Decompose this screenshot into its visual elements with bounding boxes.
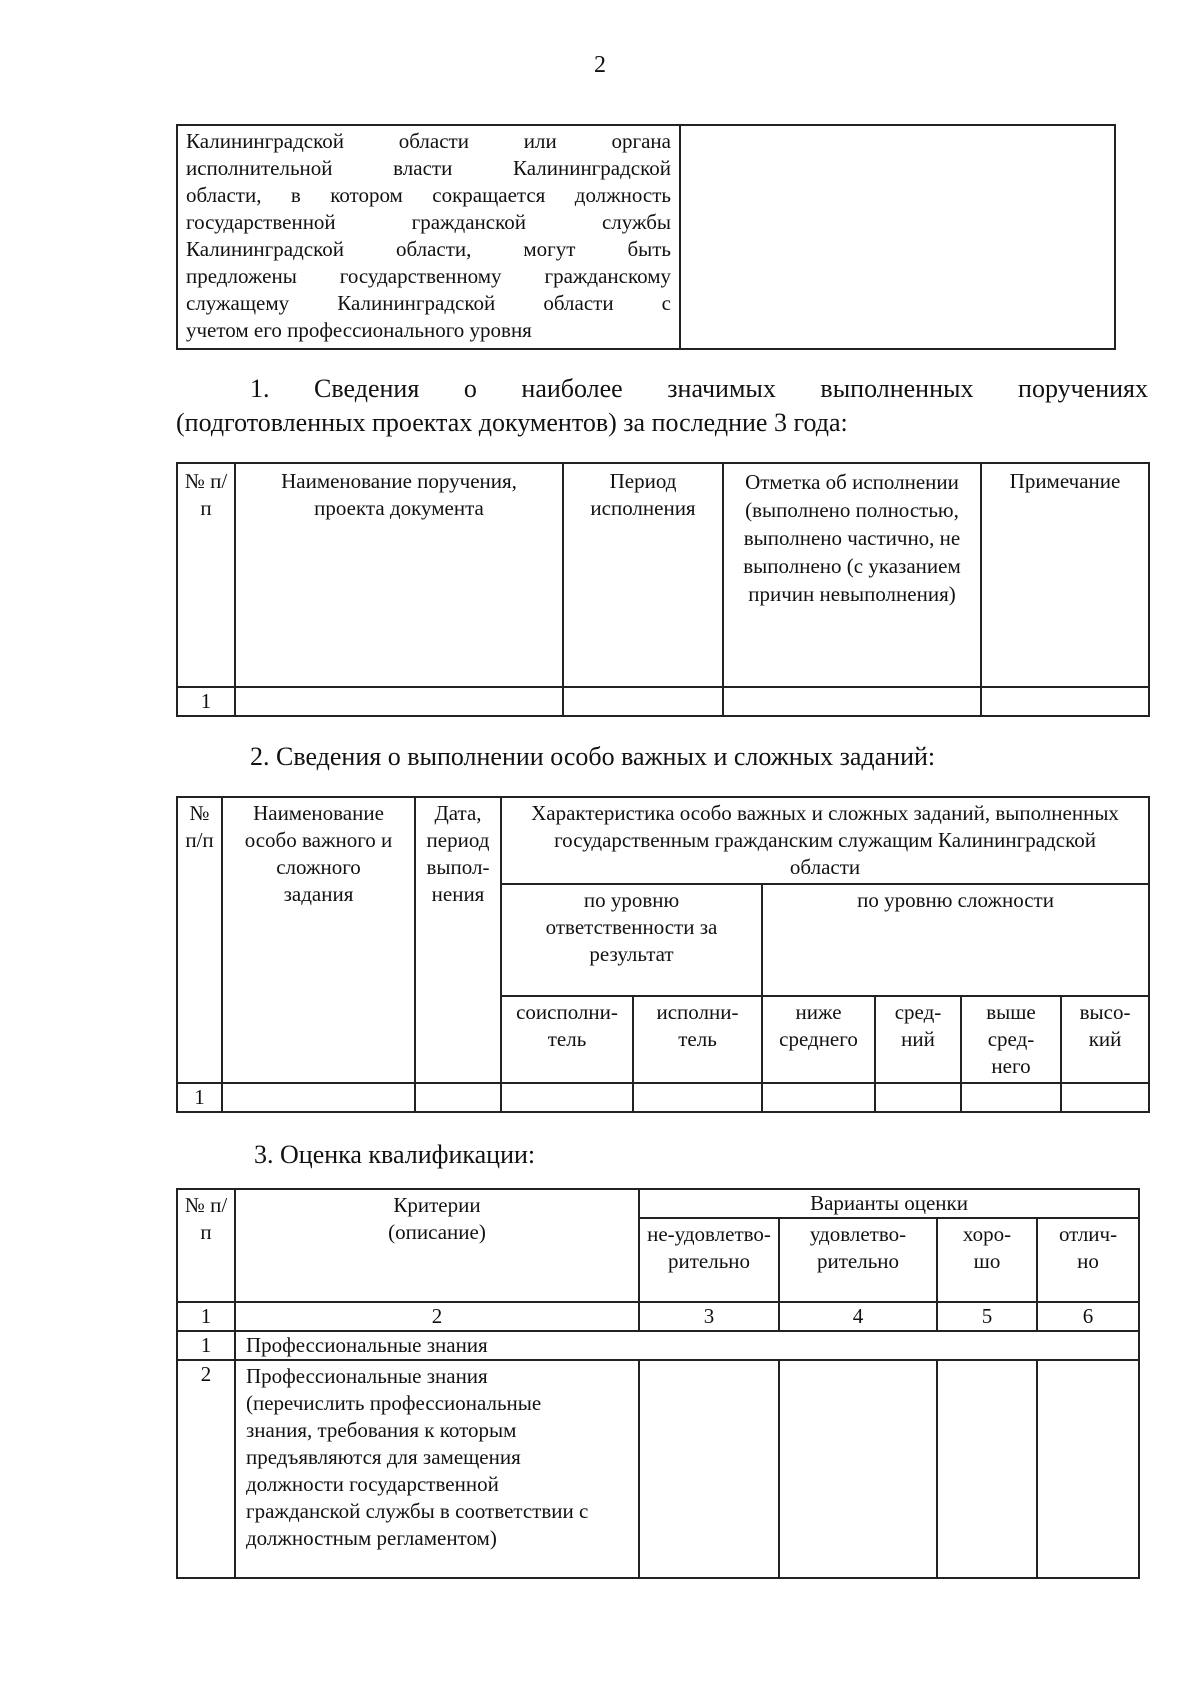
section1-title-line2: (подготовленных проектах документов) за последние 3 года: bbox=[176, 408, 848, 437]
s1-row1-cell bbox=[981, 687, 1149, 716]
s2-header-average: сред-ний bbox=[875, 996, 961, 1083]
top-line: государственной гражданской службы bbox=[186, 210, 671, 234]
top-table-empty-cell bbox=[680, 125, 1115, 349]
s1-header-note: Примечание bbox=[981, 463, 1149, 687]
s3-header-unsatisfactory: не-удовлетво-рительно bbox=[639, 1218, 779, 1302]
s2-header-name: Наименование особо важного и сложного задания bbox=[222, 797, 415, 1083]
s2-row1-cell bbox=[875, 1083, 961, 1112]
s3-row-a-text: Профессиональные знания bbox=[235, 1331, 1139, 1360]
s2-header-date: Дата, период выпол-нения bbox=[415, 797, 501, 1083]
s2-header-characteristic: Характеристика особо важных и сложных заданий, выполненных государственным гражданским служащим Калининградской области bbox=[501, 797, 1149, 884]
s3-col-number: 4 bbox=[779, 1302, 937, 1331]
section3-title: 3. Оценка квалификации: bbox=[254, 1140, 536, 1169]
s1-header-period: Период исполнения bbox=[563, 463, 723, 687]
top-line: Калининградской области, могут быть bbox=[186, 237, 671, 261]
top-table-text-cell bbox=[177, 125, 680, 349]
s3-col-number: 3 bbox=[639, 1302, 779, 1331]
s1-row1-cell bbox=[235, 687, 563, 716]
s3-row-b-cell bbox=[639, 1360, 779, 1578]
s2-header-co-executor: соисполни-тель bbox=[501, 996, 633, 1083]
s3-col-number: 1 bbox=[177, 1302, 235, 1331]
s2-row1-cell bbox=[633, 1083, 762, 1112]
s3-header-num: № п/п bbox=[177, 1189, 235, 1302]
s2-row1-cell bbox=[501, 1083, 633, 1112]
s2-row1-cell bbox=[961, 1083, 1061, 1112]
s2-row1-num: 1 bbox=[177, 1083, 222, 1112]
s3-header-excellent: отлич-но bbox=[1037, 1218, 1139, 1302]
s3-header-satisfactory: удовлетво-рительно bbox=[779, 1218, 937, 1302]
section1-title-line1: 1. Сведения о наиболее значимых выполненных поручениях bbox=[250, 374, 1148, 403]
s3-row-a-num: 1 bbox=[177, 1331, 235, 1360]
s3-row-b-num: 2 bbox=[177, 1360, 235, 1578]
section2-title: 2. Сведения о выполнении особо важных и сложных заданий: bbox=[250, 742, 936, 771]
top-line: исполнительной власти Калининградской bbox=[186, 156, 671, 180]
s2-header-high: высо-кий bbox=[1061, 996, 1149, 1083]
s2-header-num: № п/п bbox=[177, 797, 222, 1083]
s2-row1-cell bbox=[1061, 1083, 1149, 1112]
s3-header-criteria: Критерии (описание) bbox=[235, 1189, 639, 1302]
top-line: предложены государственному гражданскому bbox=[186, 264, 671, 288]
s2-header-above-avg: выше сред-него bbox=[961, 996, 1061, 1083]
s2-header-complexity: по уровню сложности bbox=[762, 884, 1149, 996]
top-line: учетом его профессионального уровня bbox=[186, 318, 532, 342]
s3-row-b-cell bbox=[937, 1360, 1037, 1578]
s1-row1-num: 1 bbox=[177, 687, 235, 716]
top-continuation-table bbox=[176, 124, 1116, 350]
s2-header-below-avg: ниже среднего bbox=[762, 996, 875, 1083]
s2-row1-cell bbox=[222, 1083, 415, 1112]
qualification-table bbox=[176, 1188, 1140, 1579]
s1-header-name: Наименование поручения, проекта документа bbox=[235, 463, 563, 687]
top-line: Калининградской области или органа bbox=[186, 129, 671, 153]
page-number: 2 bbox=[594, 52, 606, 78]
top-line: служащему Калининградской области с bbox=[186, 291, 671, 315]
s3-col-number: 5 bbox=[937, 1302, 1037, 1331]
s2-row1-cell bbox=[415, 1083, 501, 1112]
s3-row-b-cell bbox=[779, 1360, 937, 1578]
s2-header-executor: исполни-тель bbox=[633, 996, 762, 1083]
s3-row-b-text: Профессиональные знания (перечислить профессиональные знания, требования к которым предъявляются для замещения должности государственной гражданской службы в соответствии с должностным регламентом) bbox=[235, 1360, 639, 1578]
top-line: области, в котором сокращается должность bbox=[186, 183, 671, 207]
s3-header-options: Варианты оценки bbox=[639, 1189, 1139, 1218]
assignments-table bbox=[176, 462, 1150, 717]
s1-header-num: № п/п bbox=[177, 463, 235, 687]
important-tasks-table bbox=[176, 796, 1150, 1113]
s1-row1-cell bbox=[563, 687, 723, 716]
section1-title bbox=[176, 372, 1148, 440]
s2-header-responsibility: по уровню ответственности за результат bbox=[501, 884, 762, 996]
s3-col-number: 6 bbox=[1037, 1302, 1139, 1331]
s2-row1-cell bbox=[762, 1083, 875, 1112]
s3-header-good: хоро-шо bbox=[937, 1218, 1037, 1302]
s1-header-mark: Отметка об исполнении (выполнено полностью, выполнено частично, не выполнено (с указанием причин невыполнения) bbox=[723, 463, 981, 687]
s1-row1-cell bbox=[723, 687, 981, 716]
s3-col-number: 2 bbox=[235, 1302, 639, 1331]
s3-row-b-cell bbox=[1037, 1360, 1139, 1578]
